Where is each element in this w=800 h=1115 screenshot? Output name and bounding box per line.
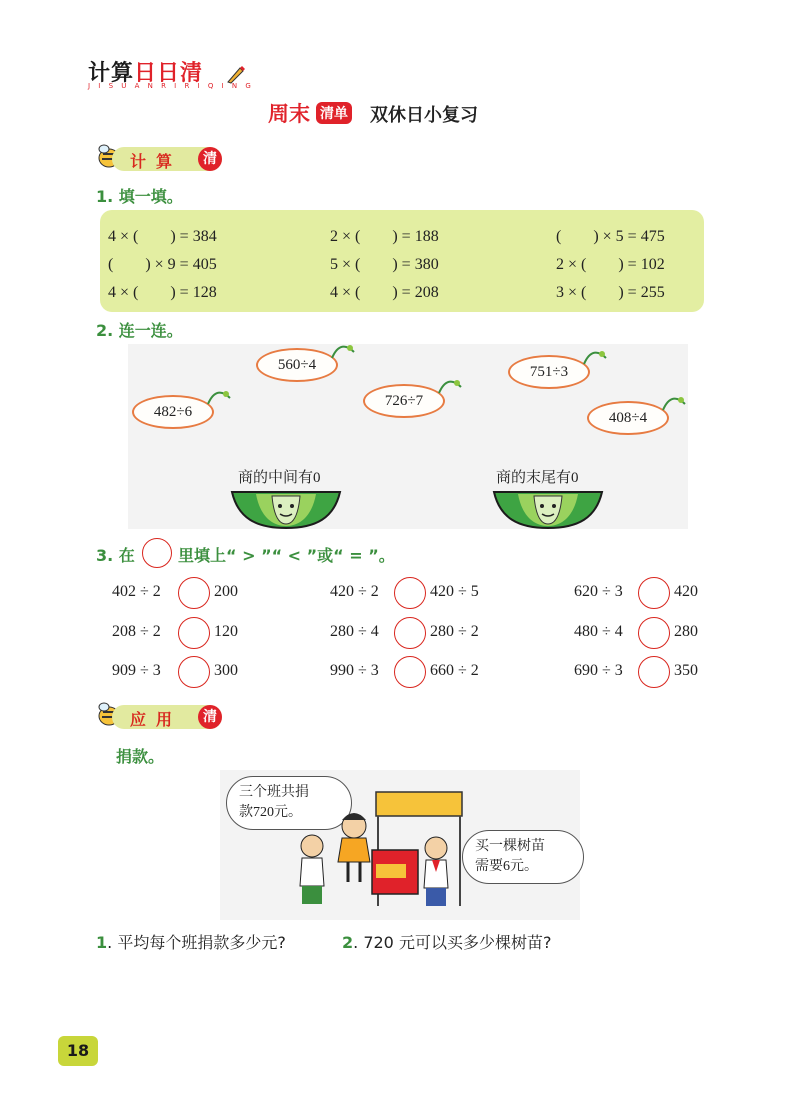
vine-icon: [582, 348, 608, 368]
compare-right: 120: [214, 623, 238, 640]
compare-right: 300: [214, 662, 238, 679]
q3-text-pre: . 在: [107, 546, 135, 565]
section-calc-mark: 清: [198, 147, 222, 171]
q3-number: 3: [96, 546, 108, 565]
q1-eq[interactable]: 4 × ( ) = 128: [108, 284, 217, 301]
basket-icon[interactable]: [488, 488, 608, 530]
q2-heading: [96, 318, 183, 341]
q2-text: . 连一连。: [107, 321, 183, 340]
section-apply-mark: 清: [198, 705, 222, 729]
vine-icon: [437, 377, 463, 397]
compare-right: 660 ÷ 2: [430, 662, 479, 679]
basket-label: 商的末尾有0: [496, 470, 579, 486]
vine-icon: [206, 388, 232, 408]
compare-left: 280 ÷ 4: [330, 623, 379, 640]
q1-eq[interactable]: 3 × ( ) = 255: [556, 284, 665, 301]
compare-left: 620 ÷ 3: [574, 583, 623, 600]
q1-eq[interactable]: 2 × ( ) = 102: [556, 256, 665, 273]
bubble-right-line1: 买一棵树苗: [475, 839, 545, 854]
q1-text: . 填一填。: [107, 187, 183, 206]
q1-eq[interactable]: 5 × ( ) = 380: [330, 256, 439, 273]
section-calc-label: 计算: [130, 152, 183, 171]
answer-circle[interactable]: [638, 577, 670, 609]
children-donation-scene: [296, 786, 466, 918]
brand-part1: 计算: [88, 61, 135, 86]
melon-card[interactable]: 726÷7: [363, 384, 445, 418]
answer-circle[interactable]: [178, 617, 210, 649]
answer-circle[interactable]: [394, 577, 426, 609]
answer-circle[interactable]: [394, 656, 426, 688]
q1-eq[interactable]: 2 × ( ) = 188: [330, 228, 439, 245]
page-number: 18: [58, 1036, 98, 1066]
application-topic: 捐款。: [116, 747, 165, 766]
brand-subtitle: J I S U A N R I R I Q I N G: [88, 82, 254, 90]
compare-left: 402 ÷ 2: [112, 583, 161, 600]
melon-card[interactable]: 751÷3: [508, 355, 590, 389]
q1-eq[interactable]: ( ) × 9 = 405: [108, 256, 217, 273]
answer-circle-example: [142, 538, 172, 568]
section-apply-label: 应用: [130, 710, 183, 729]
melon-card[interactable]: 482÷6: [132, 395, 214, 429]
compare-right: 420: [674, 583, 698, 600]
melon-card[interactable]: 560÷4: [256, 348, 338, 382]
q1-eq[interactable]: ( ) × 5 = 475: [556, 228, 665, 245]
compare-left: 990 ÷ 3: [330, 662, 379, 679]
vine-icon: [330, 342, 356, 362]
q3-text-post: 里填上“ > ”“ < ”或“ = ”。: [178, 546, 395, 565]
bubble-left-line2: 款720元。: [239, 805, 302, 820]
q3-heading: [96, 543, 135, 566]
app-q1-number: 1: [96, 933, 108, 952]
q2-number: 2: [96, 321, 108, 340]
bubble-left-line1: 三个班共捐: [239, 785, 309, 800]
answer-circle[interactable]: [394, 617, 426, 649]
q1-eq[interactable]: 4 × ( ) = 208: [330, 284, 439, 301]
answer-circle[interactable]: [638, 656, 670, 688]
compare-left: 420 ÷ 2: [330, 583, 379, 600]
answer-circle[interactable]: [178, 577, 210, 609]
compare-right: 200: [214, 583, 238, 600]
title-subtitle: 双休日小复习: [370, 105, 478, 126]
compare-left: 690 ÷ 3: [574, 662, 623, 679]
page-title: [268, 98, 478, 128]
answer-circle[interactable]: [638, 617, 670, 649]
compare-left: 480 ÷ 4: [574, 623, 623, 640]
speech-bubble-right: [462, 830, 584, 884]
compare-left: 909 ÷ 3: [112, 662, 161, 679]
q1-heading: [96, 184, 183, 207]
compare-right: 280 ÷ 2: [430, 623, 479, 640]
q3-text-post-wrap: [178, 543, 395, 566]
compare-right: 280: [674, 623, 698, 640]
app-question-1: [96, 930, 286, 953]
app-q2-text: . 720 元可以买多少棵树苗?: [353, 933, 552, 952]
pencil-icon: [226, 64, 246, 84]
compare-right: 420 ÷ 5: [430, 583, 479, 600]
vine-icon: [661, 394, 687, 414]
q1-number: 1: [96, 187, 108, 206]
melon-card[interactable]: 408÷4: [587, 401, 669, 435]
q1-eq[interactable]: 4 × ( ) = 384: [108, 228, 217, 245]
basket-icon[interactable]: [226, 488, 346, 530]
compare-left: 208 ÷ 2: [112, 623, 161, 640]
compare-right: 350: [674, 662, 698, 679]
app-q1-text: . 平均每个班捐款多少元?: [107, 933, 286, 952]
answer-circle[interactable]: [178, 656, 210, 688]
bubble-right-line2: 需要6元。: [475, 859, 538, 874]
brand-part2: 日日清: [134, 61, 204, 86]
app-question-2: [342, 930, 551, 953]
title-main: 周末: [268, 102, 310, 126]
basket-label: 商的中间有0: [238, 470, 321, 486]
app-q2-number: 2: [342, 933, 354, 952]
title-badge: 清单: [316, 102, 352, 124]
